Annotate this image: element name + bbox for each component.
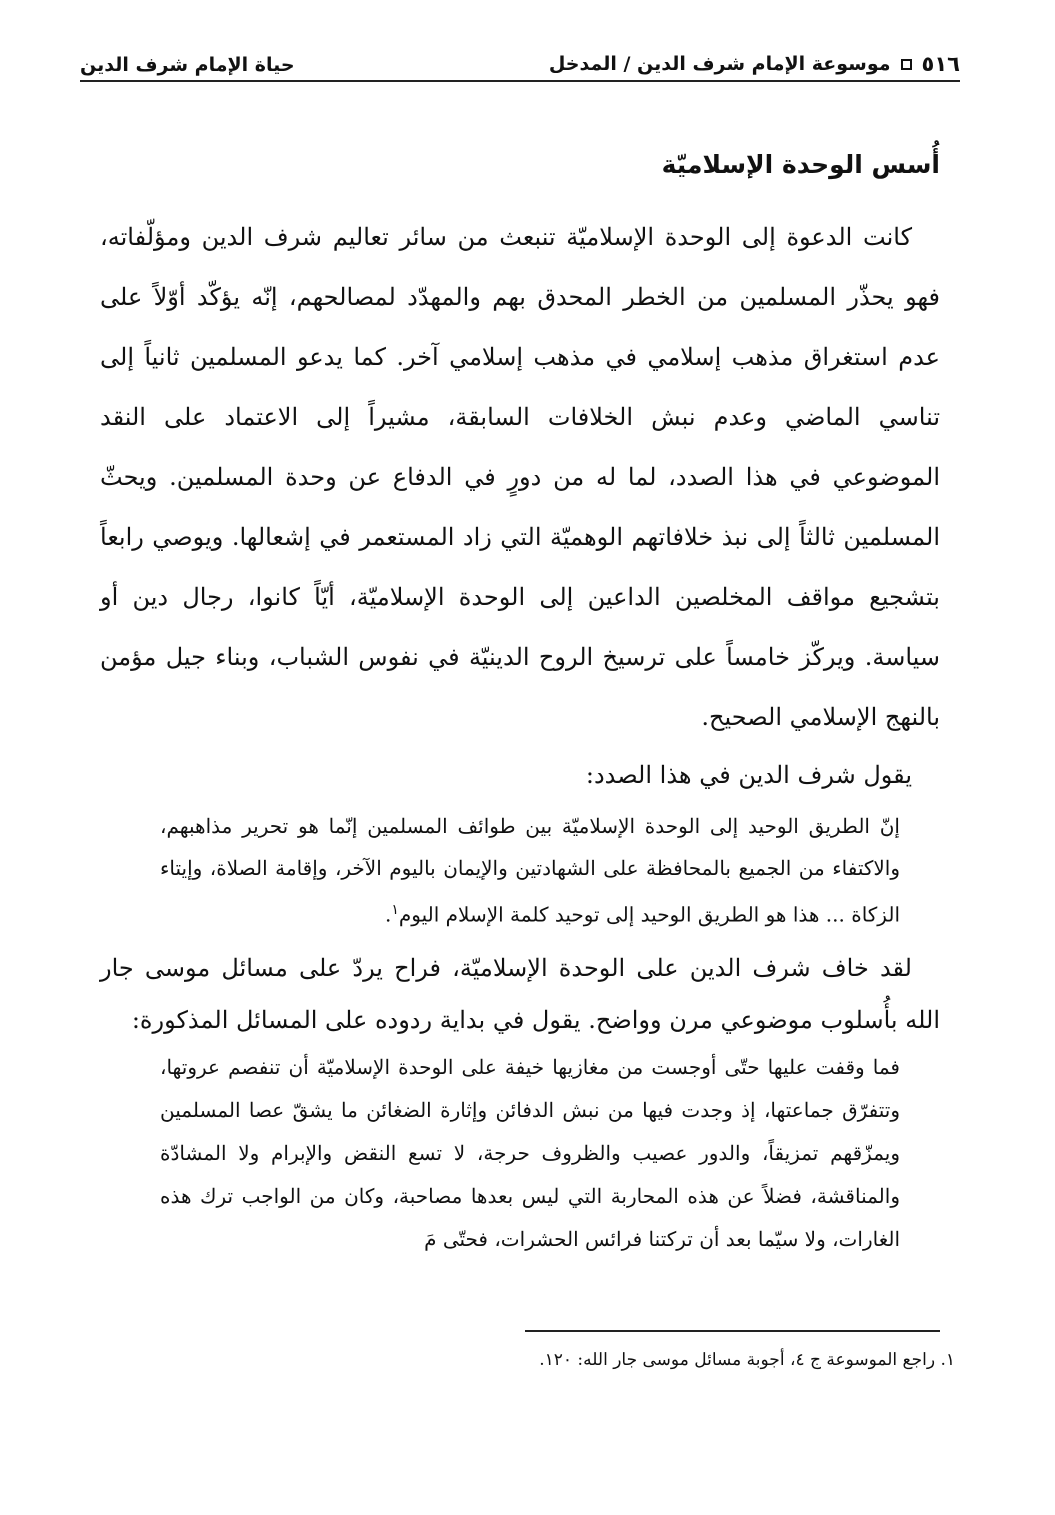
paragraph-musa-jarallah: لقد خاف شرف الدين على الوحدة الإسلاميّة، فراح يردّ على مسائل موسى جار الله بأُسلوب موضوعي مرن وواضح. يقول في بداية ردوده على المسائل المذكورة: (100, 953, 940, 1034)
footnote-divider (525, 1330, 940, 1332)
page-number: ٥١٦ (921, 52, 960, 76)
paragraph-unity-foundations: كانت الدعوة إلى الوحدة الإسلاميّة تنبعث من سائر تعاليم شرف الدين ومؤلّفاته، فهو يحذّر المسلمين من الخطر المحدق بهم والمهدّد لمصالحهم، إنّه يؤكّد أوّلاً على عدم استغراق مذهب إسلامي في مذهب إسلامي آخر. كما يدعو المسلمين ثانياً إلى تناسي الماضي وعدم نبش الخلافات السابقة، مشيراً إلى الاعتماد على النقد الموضوعي في هذا الصدد، لما له من دورٍ في الدفاع عن وحدة المسلمين. ويحثّ المسلمين ثالثاً إلى نبذ خلافاتهم الوهميّة التي زاد المستعمر في إشعالها. ويوصي رابعاً بتشجيع مواقف المخلصين الداعين إلى الوحدة الإسلاميّة، أيّاً كانوا، رجال دين أو سياسة. ويركّز خامساً على ترسيخ الروح الدينيّة في نفوس الشباب، وبناء جيل مؤمن بالنهج الإسلامي الصحيح. (100, 223, 940, 731)
chapter-title: حياة الإمام شرف الدين (80, 54, 295, 76)
header-book-info (549, 52, 960, 76)
footnote: ١. راجع الموسوعة ج ٤، أجوبة مسائل موسى جار الله: ١٢٠. (539, 1350, 955, 1370)
page-body (100, 145, 940, 1261)
quote-text: إنّ الطريق الوحيد إلى الوحدة الإسلاميّة بين طوائف المسلمين إنّما هو تحرير مذاهبهم، والاكتفاء من الجميع بالمحافظة على الشهادتين والإيمان باليوم الآخر، وإقامة الصلاة، وإيتاء الزكاة ... هذا هو الطريق الوحيد إلى توحيد كلمة الإسلام اليوم (160, 814, 900, 927)
running-header (80, 38, 960, 82)
block-quote-response: فما وقفت عليها حتّى أوجست من مغازيها خيفة على الوحدة الإسلاميّة أن تنفصم عروتها، وتتفرّق جماعتها، إذ وجدت فيها من نبش الدفائن وإثارة الضغائن ما يشقّ عصا المسلمين ويمزّقهم تمزيقاً، والدور عصيب والظروف حرجة، لا تسع النقض والإبرام ولا المشادّة والمناقشة، فضلاً عن هذه المحاربة التي ليس بعدها مصاحبة، وكان من الواجب ترك هذه الغارات، ولا سيّما بعد أن تركتنا فرائس الحشرات، فحتّى مَ (160, 1054, 901, 1251)
book-title: موسوعة الإمام شرف الدين / المدخل (548, 53, 891, 75)
square-separator-icon (901, 59, 912, 70)
block-quote-unity-path (160, 805, 900, 936)
footnote-reference[interactable]: ١ (391, 902, 399, 918)
section-title: أُسس الوحدة الإسلاميّة (661, 150, 940, 179)
quote-intro: يقول شرف الدين في هذا الصدد: (585, 761, 912, 789)
quote-end-mark: . (385, 902, 392, 927)
